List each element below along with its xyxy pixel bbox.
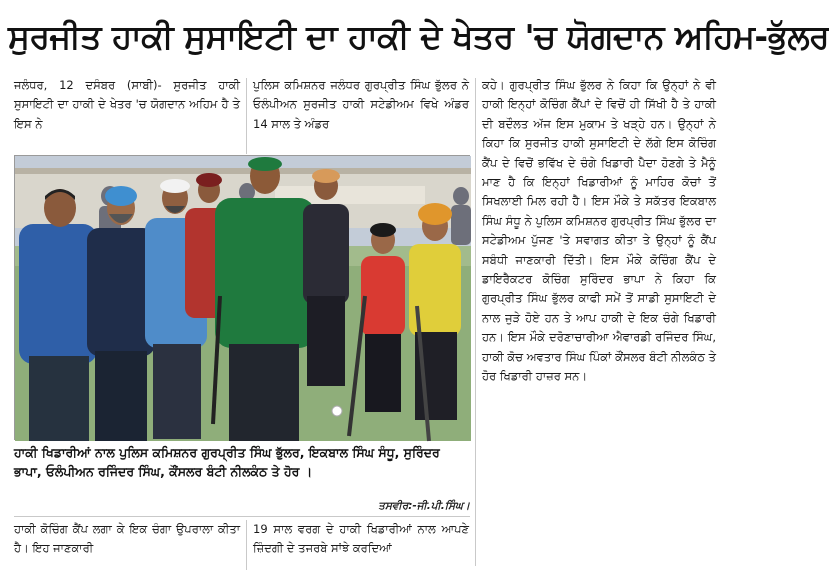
article-column-3 [482,76,716,566]
column-divider [246,78,247,154]
article-paragraph: ਪੁਲਿਸ ਕਮਿਸ਼ਨਰ ਜਲੰਧਰ ਗੁਰਪ੍ਰੀਤ ਸਿੰਘ ਭੁੱਲਰ ਨੇ ਓਲੰਪੀਅਨ ਸੁਰਜੀਤ ਹਾਕੀ ਸਟੇਡੀਅਮ ਵਿਖੇ ਅੰਡਰ 14 ਸਾਲ ਤੇ ਅੰਡਰ [253,78,469,131]
article-paragraph: ਜਲੰਧਰ, 12 ਦਸੰਬਰ (ਸਾਬੀ)- ਸੁਰਜੀਤ ਹਾਕੀ ਸੁਸਾਇਟੀ ਦਾ ਹਾਕੀ ਦੇ ਖੇਤਰ 'ਚ ਯੋਗਦਾਨ ਅਹਿਮ ਹੈ ਤੇ ਇਸ ਨੇ [14,78,240,131]
news-photo [14,155,470,440]
photo-credit: ਤਸਵੀਰ:-ਜੀ.ਪੀ.ਸਿੰਘ। [378,500,470,512]
article-headline: ਸੁਰਜੀਤ ਹਾਕੀ ਸੁਸਾਇਟੀ ਦਾ ਹਾਕੀ ਦੇ ਖੇਤਰ 'ਚ ਯੋਗਦਾਨ ਅਹਿਮ-ਭੁੱਲਰ [8,17,829,56]
caption-divider [14,516,470,517]
photo-caption: ਹਾਕੀ ਖਿਡਾਰੀਆਂ ਨਾਲ ਪੁਲਿਸ ਕਮਿਸ਼ਨਰ ਗੁਰਪ੍ਰੀਤ ਸਿੰਘ ਭੁੱਲਰ, ਇਕਬਾਲ ਸਿੰਘ ਸੰਧੂ, ਸੁਰਿੰਦਰ ਭਾਪਾ, ਓਲੰਪੀਅਨ ਰਜਿੰਦਰ ਸਿੰਘ, ਕੌਂਸਲਰ ਬੰਟੀ ਨੀਲਕੰਠ ਤੇ ਹੋਰ । [14,445,440,480]
article-paragraph: ਹਾਕੀ ਕੋਚਿੰਗ ਕੈਂਪ ਲਗਾ ਕੇ ਇਕ ਚੰਗਾ ਉਪਰਾਲਾ ਕੀਤਾ ਹੈ। ਇਹ ਜਾਣਕਾਰੀ [14,522,240,556]
column-divider [246,520,247,570]
article-column-1-top [14,76,240,152]
article-paragraph: ਕਹੇ। ਗੁਰਪ੍ਰੀਤ ਸਿੰਘ ਭੁੱਲਰ ਨੇ ਕਿਹਾ ਕਿ ਉਨ੍ਹਾਂ ਨੇ ਵੀ ਹਾਕੀ ਇਨ੍ਹਾਂ ਕੋਚਿੰਗ ਕੈਂਪਾਂ ਦੇ ਵਿਚੋਂ ਹੀ ਸਿੱਖੀ ਹੈ ਤੇ ਹਾਕੀ ਦੀ ਬਦੌਲਤ ਅੱਜ ਇਸ ਮੁਕਾਮ ਤੇ ਖੜ੍ਹੇ ਹਨ। ਉਨ੍ਹਾਂ ਨੇ ਕਿਹਾ ਕਿ ਸੁਰਜੀਤ ਹਾਕੀ ਸੁਸਾਇਟੀ ਦੇ ਲੱਗੇ ਇਸ ਕੋਚਿੰਗ ਕੈਂਪ ਦੇ ਵਿਚੋਂ ਭਵਿੱਖ ਦੇ ਚੰਗੇ ਖਿਡਾਰੀ ਪੈਦਾ ਹੋਣਗੇ ਤੇ ਮੈਨੂੰ ਮਾਣ ਹੈ ਕਿ ਇਨ੍ਹਾਂ ਖਿਡਾਰੀਆਂ ਨੂੰ ਮਾਹਿਰ ਕੋਚਾਂ ਤੋਂ ਸਿਖਲਾਈ ਮਿਲ ਰਹੀ ਹੈ। ਇਸ ਮੌਕੇ ਤੇ ਸਕੱਤਰ ਇਕਬਾਲ ਸਿੰਘ ਸੰਧੂ ਨੇ ਪੁਲਿਸ ਕਮਿਸ਼ਨਰ ਗੁਰਪ੍ਰੀਤ ਸਿੰਘ ਭੁੱਲਰ ਦਾ ਸਟੇਡੀਅਮ ਪੁੱਜਣ 'ਤੇ ਸਵਾਗਤ ਕੀਤਾ ਤੇ ਉਨ੍ਹਾਂ ਨੂੰ ਕੈਂਪ ਸਬੰਧੀ ਜਾਣਕਾਰੀ ਦਿੱਤੀ। ਇਸ ਮੌਕੇ ਕੋਚਿੰਗ ਕੈਂਪ ਦੇ ਡਾਇਰੈਕਟਰ ਕੋਚਿੰਗ ਸੁਰਿੰਦਰ ਭਾਪਾ ਨੇ ਕਿਹਾ ਕਿ ਗੁਰਪ੍ਰੀਤ ਸਿੰਘ ਭੁੱਲਰ ਕਾਫੀ ਸਮੇਂ ਤੋਂ ਸਾਡੀ ਸੁਸਾਇਟੀ ਦੇ ਨਾਲ ਜੁੜੇ ਹੋਏ ਹਨ ਤੇ ਆਪ ਹਾਕੀ ਦੇ ਇਕ ਚੰਗੇ ਖਿਡਾਰੀ ਹਨ। ਇਸ ਮੌਕੇ ਦਰੋਣਾਚਾਰੀਆ ਐਵਾਰਡੀ ਰਜਿੰਦਰ ਸਿੰਘ, ਹਾਕੀ ਕੋਚ ਅਵਤਾਰ ਸਿੰਘ ਪਿੰਕਾਂ ਕੌਂਸਲਰ ਬੰਟੀ ਨੀਲਕੰਠ ਤੇ ਹੋਰ ਖਿਡਾਰੀ ਹਾਜ਼ਰ ਸਨ। [482,78,716,384]
article-paragraph: 19 ਸਾਲ ਵਰਗ ਦੇ ਹਾਕੀ ਖਿਡਾਰੀਆਂ ਨਾਲ ਆਪਣੇ ਜ਼ਿੰਦਗੀ ਦੇ ਤਜਰਬੇ ਸਾਂਝੇ ਕਰਦਿਆਂ [253,522,469,556]
article-column-1-bottom [14,520,240,570]
column-divider [475,78,476,566]
article-column-2-bottom [253,520,469,570]
article-column-2-top [253,76,469,152]
